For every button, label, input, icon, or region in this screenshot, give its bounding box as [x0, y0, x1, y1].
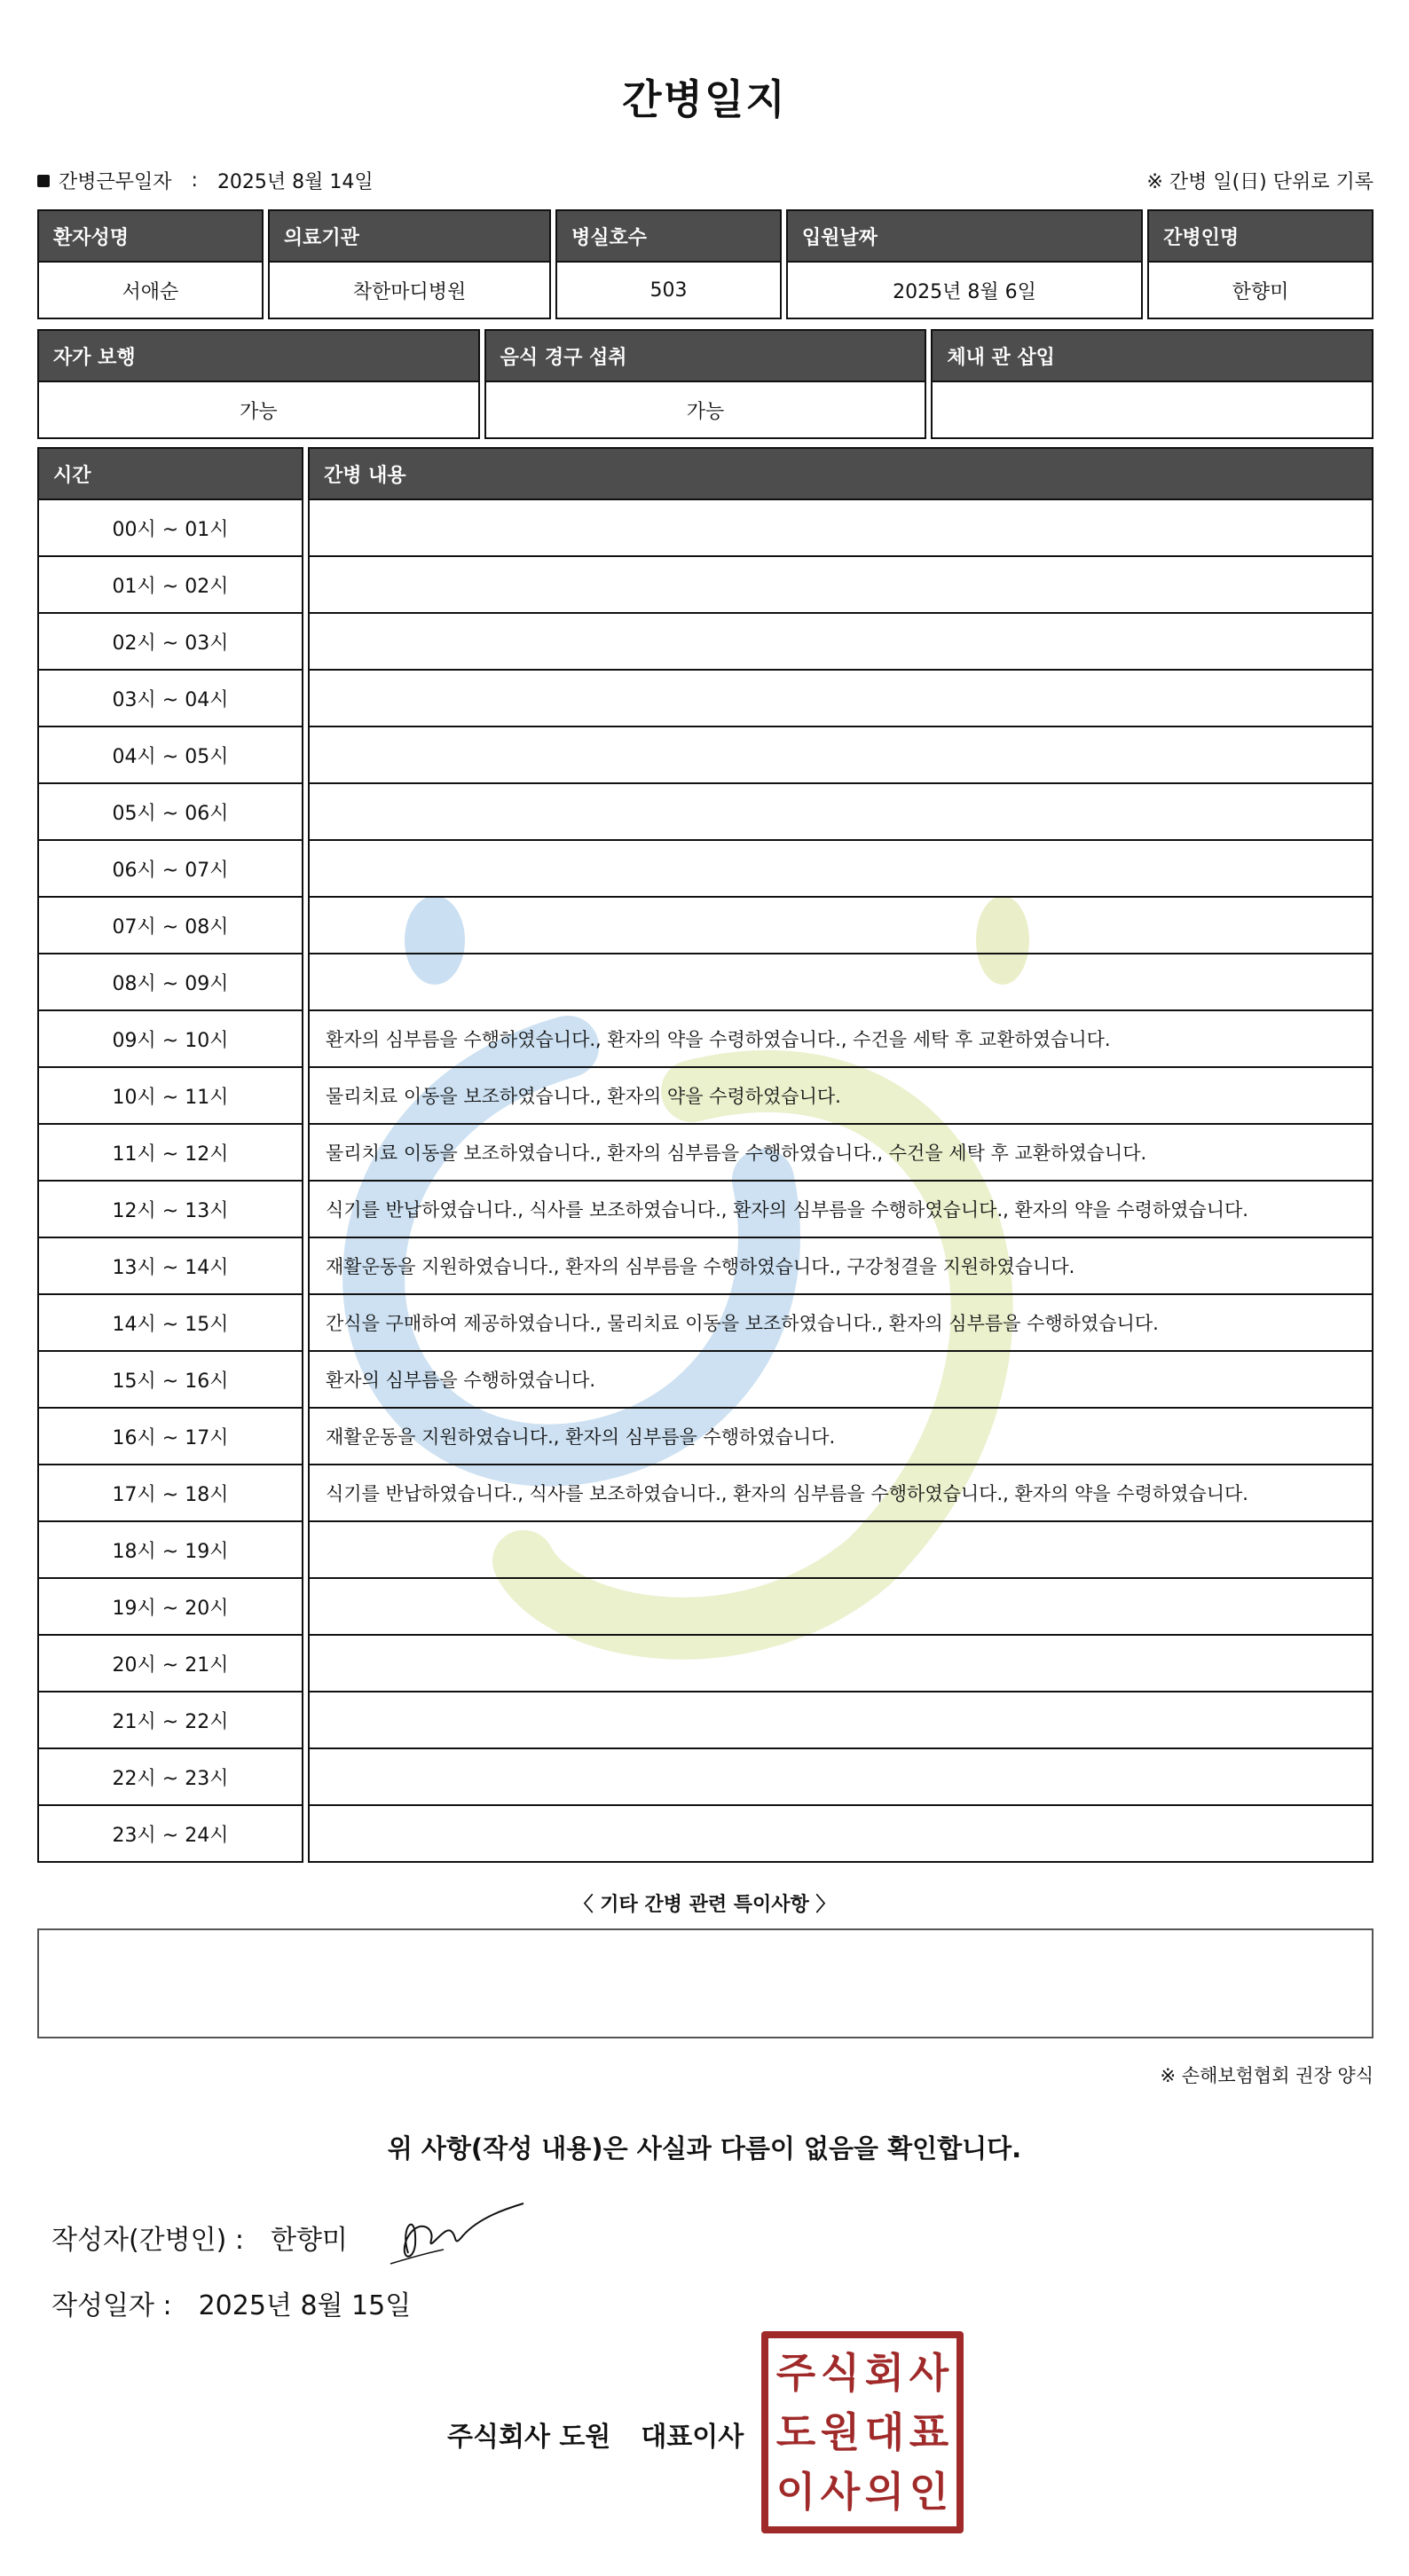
log-time-cell: 15시 ~ 16시 — [37, 1352, 303, 1409]
table-row — [37, 1352, 1374, 1409]
table-row — [37, 1465, 1374, 1522]
table-row — [37, 1295, 1374, 1352]
company-seal-stamp — [761, 2331, 964, 2533]
stamp-char: 사 — [820, 2467, 861, 2516]
caregiver-name[interactable]: 한향미 — [1147, 263, 1374, 319]
table-row — [37, 727, 1374, 784]
log-content-cell[interactable] — [308, 1636, 1374, 1692]
log-time-cell: 02시 ~ 03시 — [37, 614, 303, 671]
patient-info-table — [33, 209, 1378, 319]
log-time-cell: 04시 ~ 05시 — [37, 727, 303, 784]
log-time-cell: 09시 ~ 10시 — [37, 1011, 303, 1068]
header-institution: 의료기관 — [268, 209, 551, 263]
table-row — [37, 898, 1374, 954]
company-name: 주식회사 도원 — [447, 2422, 611, 2453]
log-time-cell: 19시 ~ 20시 — [37, 1579, 303, 1636]
representative-title: 대표이사 — [641, 2422, 744, 2453]
work-date-label: 간병근무일자 — [59, 171, 172, 193]
log-content-cell[interactable] — [308, 1749, 1374, 1806]
log-content-cell[interactable] — [308, 557, 1374, 614]
log-content-cell[interactable]: 재활운동을 지원하였습니다., 환자의 심부름을 수행하였습니다., 구강청결을 지원하였습니다. — [308, 1238, 1374, 1295]
page-title: 간병일지 — [622, 75, 787, 123]
log-content-cell[interactable] — [308, 671, 1374, 727]
table-row — [37, 1238, 1374, 1295]
header-oral-intake: 음식 경구 섭취 — [484, 329, 927, 382]
log-content-cell[interactable]: 식기를 반납하였습니다., 식사를 보조하였습니다., 환자의 심부름을 수행하였습니다., 환자의 약을 수령하였습니다. — [308, 1182, 1374, 1238]
log-content-cell[interactable] — [308, 500, 1374, 557]
patient-status-table — [33, 329, 1378, 439]
table-row — [37, 557, 1374, 614]
log-content-cell[interactable]: 물리치료 이동을 보조하였습니다., 환자의 심부름을 수행하였습니다., 수건을 세탁 후 교환하였습니다. — [308, 1125, 1374, 1182]
log-content-cell[interactable]: 환자의 심부름을 수행하였습니다., 환자의 약을 수령하였습니다., 수건을 세탁 후 교환하였습니다. — [308, 1011, 1374, 1068]
special-notes-title: 〈 기타 간병 관련 특이사항 〉 — [573, 1894, 836, 1916]
table-row — [37, 1522, 1374, 1579]
stamp-char: 이 — [775, 2467, 816, 2516]
log-content-cell[interactable] — [308, 841, 1374, 898]
table-row — [37, 1806, 1374, 1863]
log-content-cell[interactable] — [308, 898, 1374, 954]
stamp-char: 원 — [820, 2407, 861, 2456]
header-admission-date: 입원날짜 — [786, 209, 1143, 263]
writer-name: 한향미 — [270, 2225, 348, 2256]
stamp-char: 식 — [820, 2349, 861, 2398]
table-row — [37, 784, 1374, 841]
self-walking-value[interactable]: 가능 — [37, 382, 480, 439]
care-log-table — [33, 447, 1378, 1863]
log-time-cell: 14시 ~ 15시 — [37, 1295, 303, 1352]
writer-label: 작성자(간병인) : — [51, 2225, 244, 2256]
confirmation-statement: 위 사항(작성 내용)은 사실과 다름이 없음을 확인합니다. — [387, 2133, 1022, 2164]
header-caregiver-name: 간병인명 — [1147, 209, 1374, 263]
log-time-cell: 12시 ~ 13시 — [37, 1182, 303, 1238]
log-content-cell[interactable] — [308, 954, 1374, 1011]
work-date-value: 2025년 8월 14일 — [216, 171, 374, 193]
header-self-walking: 자가 보행 — [37, 329, 480, 382]
handwritten-signature — [382, 2191, 532, 2271]
log-content-cell[interactable]: 식기를 반납하였습니다., 식사를 보조하였습니다., 환자의 심부름을 수행하였습니다., 환자의 약을 수령하였습니다. — [308, 1465, 1374, 1522]
table-row — [37, 1068, 1374, 1125]
log-content-cell[interactable] — [308, 784, 1374, 841]
table-row — [37, 1692, 1374, 1749]
log-time-cell: 20시 ~ 21시 — [37, 1636, 303, 1692]
writer-line — [51, 2218, 348, 2257]
stamp-char: 대 — [864, 2407, 905, 2456]
company-line — [447, 2415, 744, 2454]
log-time-cell: 01시 ~ 02시 — [37, 557, 303, 614]
stamp-char: 사 — [909, 2349, 949, 2398]
table-row — [37, 1182, 1374, 1238]
log-time-cell: 22시 ~ 23시 — [37, 1749, 303, 1806]
table-row — [37, 671, 1374, 727]
table-row — [37, 954, 1374, 1011]
table-row — [37, 841, 1374, 898]
write-date-label: 작성일자 : — [51, 2290, 172, 2321]
log-content-cell[interactable]: 환자의 심부름을 수행하였습니다. — [308, 1352, 1374, 1409]
header-patient-name: 환자성명 — [37, 209, 264, 263]
log-time-cell: 03시 ~ 04시 — [37, 671, 303, 727]
log-time-cell: 16시 ~ 17시 — [37, 1409, 303, 1465]
log-time-cell: 07시 ~ 08시 — [37, 898, 303, 954]
write-date-value: 2025년 8월 15일 — [198, 2290, 412, 2321]
tube-insertion-value[interactable] — [931, 382, 1374, 439]
log-time-cell: 18시 ~ 19시 — [37, 1522, 303, 1579]
table-row — [37, 500, 1374, 557]
table-row — [37, 1749, 1374, 1806]
stamp-char: 도 — [775, 2407, 816, 2456]
stamp-char: 의 — [864, 2467, 905, 2516]
log-time-cell: 23시 ~ 24시 — [37, 1806, 303, 1863]
patient-name[interactable]: 서애순 — [37, 263, 264, 319]
recommend-form-note: ※ 손해보험협회 권장 양식 — [1160, 2065, 1374, 2086]
table-row — [37, 1579, 1374, 1636]
table-row — [37, 1636, 1374, 1692]
log-content-cell[interactable] — [308, 727, 1374, 784]
meta-row — [37, 167, 1374, 199]
log-content-cell[interactable] — [308, 1522, 1374, 1579]
daily-record-note: ※ 간병 일(日) 단위로 기록 — [1146, 171, 1374, 193]
log-content-cell[interactable]: 물리치료 이동을 보조하였습니다., 환자의 약을 수령하였습니다. — [308, 1068, 1374, 1125]
admission-date[interactable]: 2025년 8월 6일 — [786, 263, 1143, 319]
table-row — [37, 1011, 1374, 1068]
log-content-cell[interactable]: 재활운동을 지원하였습니다., 환자의 심부름을 수행하였습니다. — [308, 1409, 1374, 1465]
log-content-cell[interactable] — [308, 1579, 1374, 1636]
bullet-square-icon — [37, 175, 50, 187]
header-room-number: 병실호수 — [555, 209, 782, 263]
header-time: 시간 — [37, 447, 303, 500]
table-row — [37, 614, 1374, 671]
log-time-cell: 13시 ~ 14시 — [37, 1238, 303, 1295]
log-content-cell[interactable]: 간식을 구매하여 제공하였습니다., 물리치료 이동을 보조하였습니다., 환자의 심부름을 수행하였습니다. — [308, 1295, 1374, 1352]
table-row — [37, 1409, 1374, 1465]
stamp-char: 주 — [775, 2349, 816, 2398]
log-time-cell: 08시 ~ 09시 — [37, 954, 303, 1011]
log-time-cell: 17시 ~ 18시 — [37, 1465, 303, 1522]
header-tube-insertion: 체내 관 삽입 — [931, 329, 1374, 382]
log-time-cell: 21시 ~ 22시 — [37, 1692, 303, 1749]
log-time-cell: 10시 ~ 11시 — [37, 1068, 303, 1125]
log-content-cell[interactable] — [308, 614, 1374, 671]
write-date-line — [51, 2283, 411, 2322]
stamp-char: 표 — [909, 2407, 949, 2456]
log-time-cell: 05시 ~ 06시 — [37, 784, 303, 841]
log-content-cell[interactable] — [308, 1806, 1374, 1863]
log-time-cell: 00시 ~ 01시 — [37, 500, 303, 557]
stamp-char: 회 — [864, 2349, 905, 2398]
special-notes-box[interactable] — [37, 1928, 1374, 2038]
log-time-cell: 06시 ~ 07시 — [37, 841, 303, 898]
oral-intake-value[interactable]: 가능 — [484, 382, 927, 439]
work-date-colon: : — [191, 169, 198, 192]
header-care-content: 간병 내용 — [308, 447, 1374, 500]
log-time-cell: 11시 ~ 12시 — [37, 1125, 303, 1182]
log-content-cell[interactable] — [308, 1692, 1374, 1749]
room-number[interactable]: 503 — [555, 263, 782, 319]
institution[interactable]: 착한마디병원 — [268, 263, 551, 319]
table-row — [37, 1125, 1374, 1182]
stamp-char: 인 — [909, 2467, 949, 2516]
